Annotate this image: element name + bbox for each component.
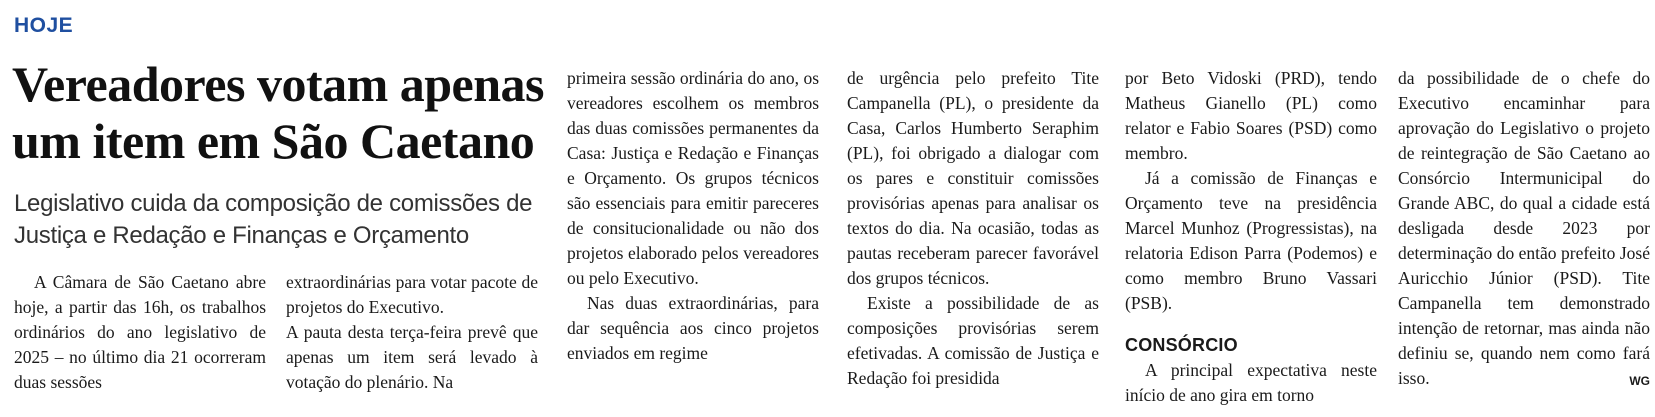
article-column-2 (286, 270, 538, 395)
section-heading: CONSÓRCIO (1125, 335, 1238, 355)
paragraph-6-part-2: da possibilidade de o chefe do Executivo encaminhar para aprovação do Legislativo o projeto de reintegração de São Caetano ao Consórcio Intermunicipal do Grande ABC, do qual a cidade está desligada desde 2023 por determinação do então prefeito José Auricchio Júnior (PSD). Tite Campanella tem demonstrado intenção de retornar, mas ainda não definiu se, quando nem como fará isso. WG (1398, 66, 1650, 391)
paragraph-1-part-1: A Câmara de São Caetano abre hoje, a partir das 16h, os trabalhos ordinários do ano legislativo de 2025 – no último dia 21 ocorreram duas sessões (14, 272, 266, 392)
section-kicker: HOJE (14, 14, 74, 37)
paragraph-4-part-2: por Beto Vidoski (PRD), tendo Matheus Gianello (PL) como relator e Fabio Soares (PSD) como membro. (1125, 68, 1377, 163)
subheadline: Legislativo cuida da composição de comissões de Justiça e Redação e Finanças e Orçamento (14, 190, 533, 249)
paragraph-1-part-2: extraordinárias para votar pacote de projetos do Executivo. (286, 272, 538, 317)
article-column-4 (847, 66, 1099, 391)
article-column-3 (567, 66, 819, 366)
paragraph-2-part-2: primeira sessão ordinária do ano, os vereadores escolhem os membros das duas comissões permanentes da Casa: Justiça e Redação e Finanças e Orçamento. Os grupos técnicos são essenciais para emitir pareceres de consitucionalidade ou não dos projetos elaborado pelos vereadores ou pelo Executivo. (567, 68, 819, 288)
paragraph-3-part-2: de urgência pelo prefeito Tite Campanella (PL), o presidente da Casa, Carlos Humberto Seraphim (PL), foi obrigado a dialogar com os pares e constituir comissões provisórias apenas para analisar os textos do dia. Na ocasião, todas as pautas receberam parecer favorável dos grupos técnicos. (847, 68, 1099, 288)
article-column-6 (1398, 66, 1650, 394)
article-column-1 (14, 270, 266, 395)
article-column-5 (1125, 66, 1377, 408)
paragraph-4-part-1: Existe a possibilidade de as composições provisórias serem efetivadas. A comissão de Justiça e Redação foi presidida (847, 293, 1099, 388)
paragraph-2-part-1: A pauta desta terça-feira prevê que apenas um item será levado à votação do plenário. Na (286, 322, 538, 392)
paragraph-6-part-1: A principal expectativa neste início de ano gira em torno (1125, 360, 1377, 405)
headline: Vereadores votam apenas um item em São Caetano (12, 56, 545, 169)
paragraph-3-part-1: Nas duas extraordinárias, para dar sequência aos cinco projetos enviados em regime (567, 293, 819, 363)
author-signature: WG (1629, 374, 1650, 388)
paragraph-5: Já a comissão de Finanças e Orçamento teve na presidência Marcel Munhoz (Progressistas), na relatoria Edison Parra (Podemos) e como membro Bruno Vassari (PSB). (1125, 168, 1377, 313)
